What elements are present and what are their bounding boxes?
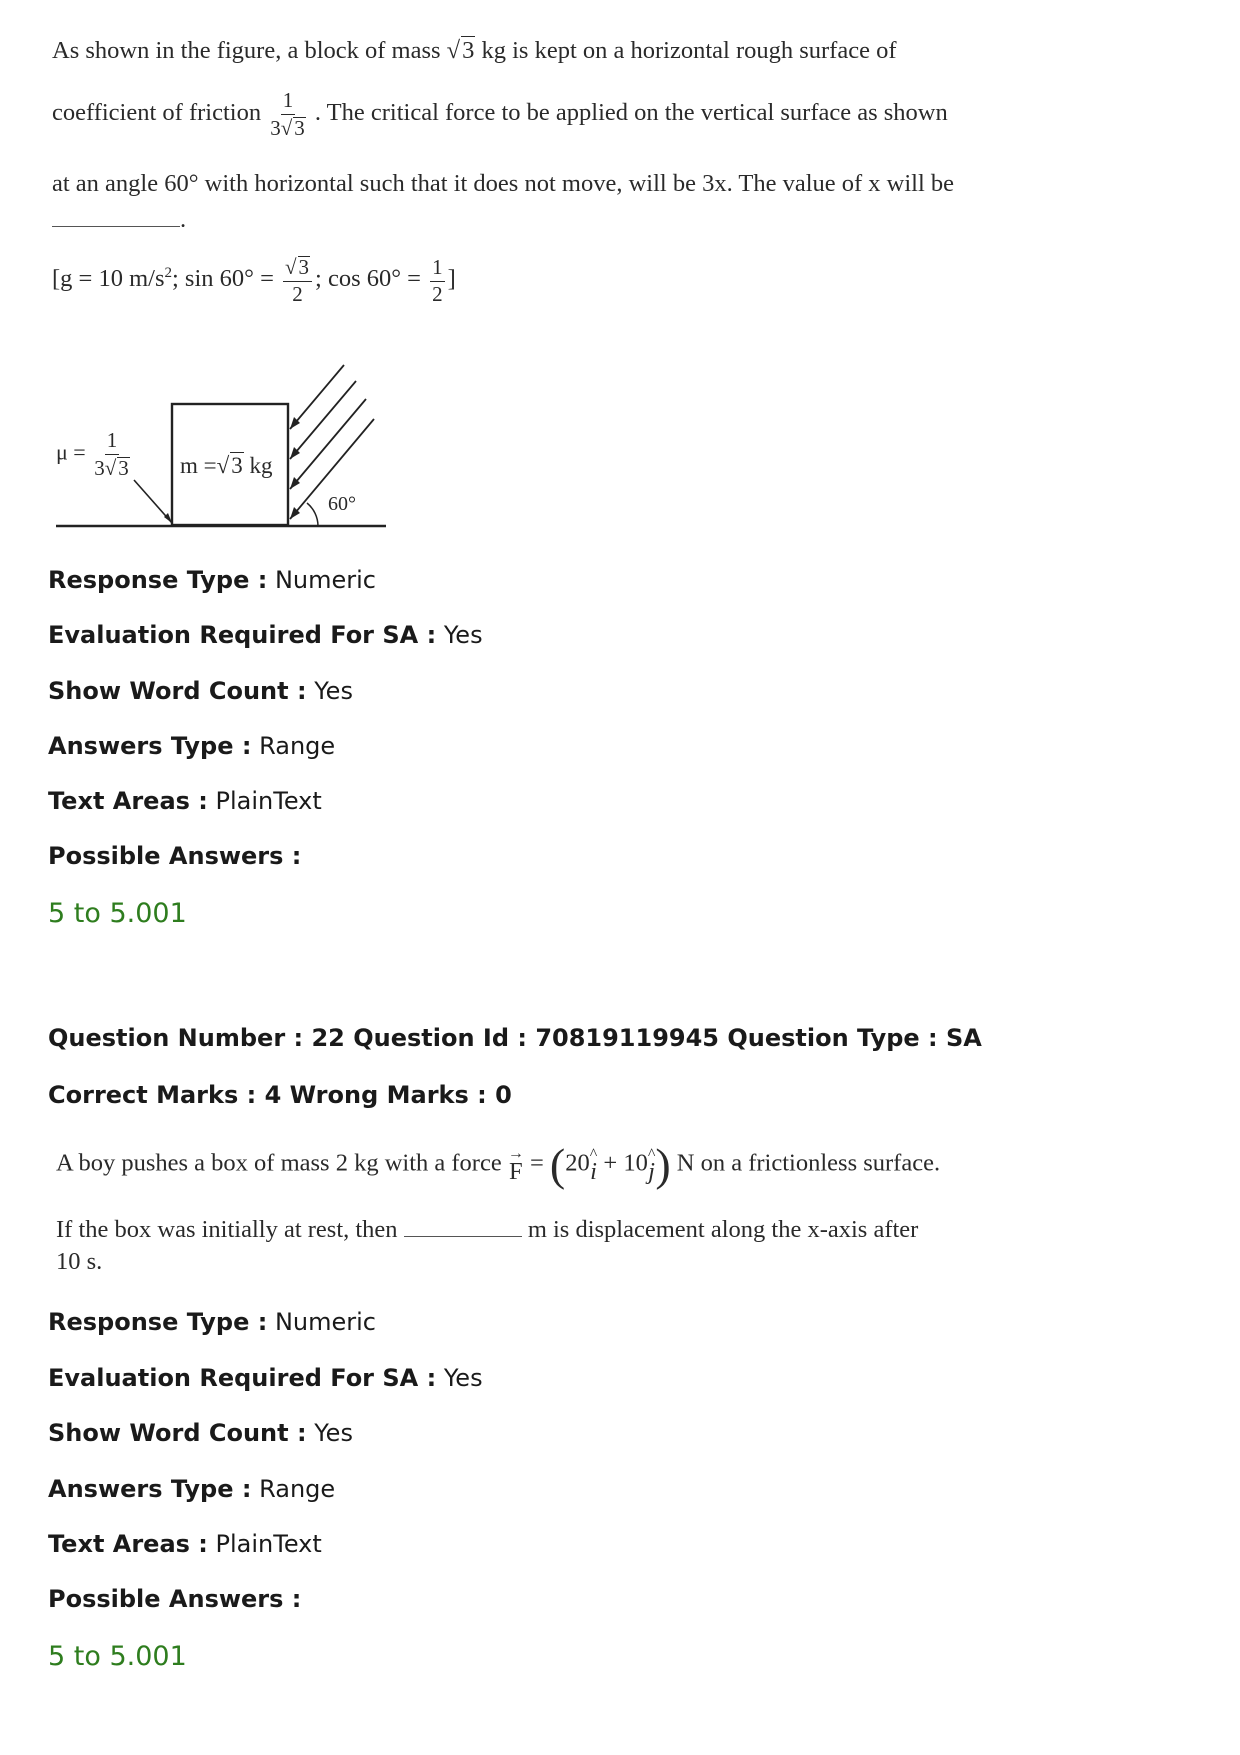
q2-line-3: 10 s.	[56, 1248, 103, 1275]
mu-label: μ = $\frac{1}{3√3}$	[56, 428, 129, 480]
q2-answers-type: Answers Type : Range	[48, 1475, 336, 1503]
j-hat: ^ j	[647, 1145, 656, 1185]
force-arrowheads	[290, 417, 300, 519]
q2-possible-answers-label: Possible Answers :	[48, 1585, 302, 1613]
q1-response-type: Response Type : Numeric	[48, 566, 376, 594]
q1-line1-end: kg is kept on a horizontal rough surface of	[481, 37, 897, 64]
q2-response-type: Response Type : Numeric	[48, 1308, 376, 1336]
mu-fraction: $\frac{1}{3√3}$	[94, 428, 129, 480]
q2-text-areas: Text Areas : PlainText	[48, 1530, 322, 1558]
q2-line-1: A boy pushes a box of mass 2 kg with a force → F = (20 ^ i + 10 ^ j ) N on a frictionless surface.	[56, 1139, 941, 1190]
q1-line-1	[52, 36, 897, 65]
q1-answers-type: Answers Type : Range	[48, 732, 336, 760]
angle-arc	[307, 503, 318, 526]
q1-line-4: .	[52, 206, 186, 234]
sqrt-3-mass: √3	[446, 37, 475, 64]
q1-line1-start: As shown in the figure, a block of mass	[52, 37, 441, 64]
q2-possible-answer: 5 to 5.001	[48, 1641, 187, 1672]
angle-label: 60°	[328, 493, 356, 515]
q2-answer-blank	[404, 1236, 522, 1237]
friction-coefficient-fraction: $\frac{1}{3√3}$	[270, 88, 305, 140]
q2-show-word-count: Show Word Count : Yes	[48, 1419, 353, 1447]
force-vector-symbol: → F	[507, 1144, 524, 1186]
answer-blank	[52, 226, 180, 227]
cos-60-fraction: $\frac{1}{2}$	[432, 254, 443, 306]
q1-line-3: at an angle 60° with horizontal such that it does not move, will be 3x. The value of x will be	[52, 170, 955, 197]
q2-evaluation-required: Evaluation Required For SA : Yes	[48, 1364, 483, 1392]
i-hat: ^ i	[589, 1145, 598, 1185]
mass-label: m =√3 kg	[180, 453, 273, 478]
q1-possible-answers-label: Possible Answers :	[48, 842, 302, 870]
q2-header-line-1: Question Number : 22 Question Id : 70819119945 Question Type : SA	[48, 1024, 982, 1052]
q1-possible-answer: 5 to 5.001	[48, 898, 187, 929]
q2-header-line-2: Correct Marks : 4 Wrong Marks : 0	[48, 1081, 512, 1109]
q1-line-2	[52, 90, 948, 139]
q1-line2-end: . The critical force to be applied on the vertical surface as shown	[314, 99, 948, 127]
q1-evaluation-required: Evaluation Required For SA : Yes	[48, 621, 483, 649]
sin-60-fraction: $\frac{√3}{2}$	[283, 256, 312, 305]
q1-line2-start: coefficient of friction	[52, 99, 262, 127]
q2-line-2: If the box was initially at rest, then m is displacement along the x-axis after	[56, 1216, 919, 1243]
given-values: [g = 10 $m/s^2$; sin 60° = $\frac{√3}{2}$ ; cos 60° = $\frac{1}{2}$ ]	[52, 254, 456, 306]
q1-text-areas: Text Areas : PlainText	[48, 787, 322, 815]
q1-show-word-count: Show Word Count : Yes	[48, 677, 353, 705]
